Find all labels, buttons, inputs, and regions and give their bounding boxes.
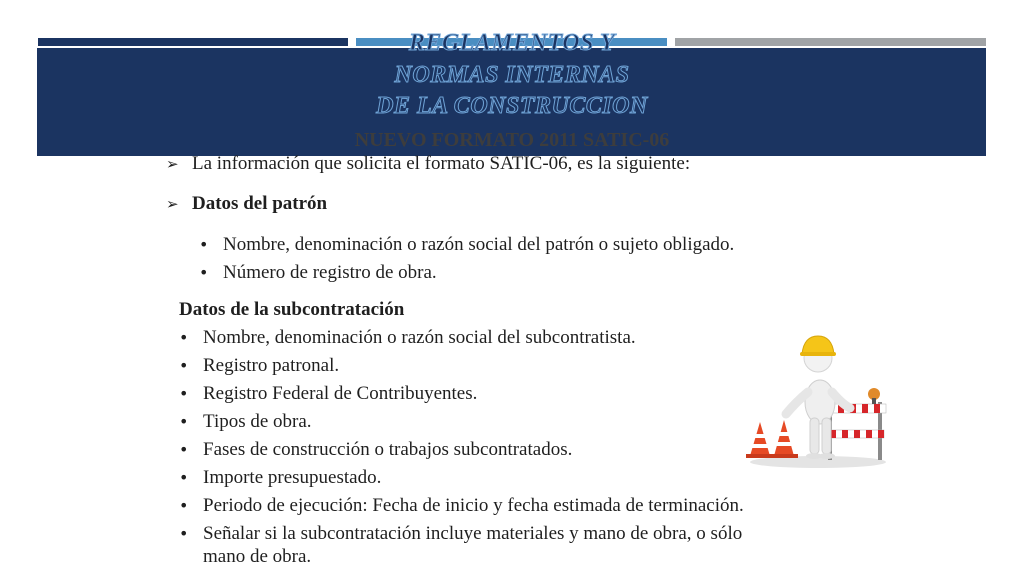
page-title-line3: DE LA CONSTRUCCION <box>376 93 648 119</box>
page-title-line1: REGLAMENTOS Y <box>408 30 616 56</box>
list-item <box>179 494 744 518</box>
bullet-dot-icon: • <box>199 235 209 254</box>
list-item-text: Periodo de ejecución: Fecha de inicio y fecha estimada de terminación. <box>203 495 744 516</box>
patron-heading-text: Datos del patrón <box>192 193 328 214</box>
arrow-bullet-icon: ➢ <box>166 155 179 173</box>
list-item-text: Número de registro de obra. <box>223 262 437 283</box>
bullet-dot-icon: • <box>179 384 189 403</box>
bullet-dot-icon: • <box>179 356 189 375</box>
arrow-bullet-icon: ➢ <box>166 195 179 213</box>
page-subtitle: NUEVO FORMATO 2011 SATIC-06 <box>354 129 670 151</box>
list-item <box>179 410 312 434</box>
bullet-dot-icon: • <box>179 440 189 459</box>
list-item-text: Nombre, denominación o razón social del patrón o sujeto obligado. <box>223 234 735 255</box>
list-item <box>179 326 636 350</box>
bullet-dot-icon: • <box>179 496 189 515</box>
list-item-text: Tipos de obra. <box>203 411 312 432</box>
bullet-dot-icon: • <box>179 468 189 487</box>
list-item-text: Señalar si la subcontratación incluye materiales y mano de obra, o sólo <box>203 523 743 544</box>
list-item-continuation: mano de obra. <box>203 546 312 567</box>
intro-text: La información que solicita el formato SATIC-06, es la siguiente: <box>192 153 691 174</box>
list-item-text: Nombre, denominación o razón social del subcontratista. <box>203 327 636 348</box>
list-item-text: Fases de construcción o trabajos subcontratados. <box>203 439 573 460</box>
bullet-dot-icon: • <box>179 412 189 431</box>
list-item <box>199 233 734 257</box>
list-item <box>179 522 742 546</box>
patron-heading <box>166 192 327 216</box>
construction-worker-illustration <box>738 322 898 470</box>
list-item-text: Registro Federal de Contribuyentes. <box>203 383 478 404</box>
bullet-dot-icon: • <box>179 524 189 543</box>
list-item <box>199 261 437 285</box>
list-item <box>179 438 572 462</box>
list-item <box>179 354 339 378</box>
bullet-dot-icon: • <box>179 328 189 347</box>
intro-line <box>166 152 690 176</box>
list-item <box>179 466 381 490</box>
page-title-line2: NORMAS INTERNAS <box>394 62 630 88</box>
list-item-text: Importe presupuestado. <box>203 467 382 488</box>
list-item-text: Registro patronal. <box>203 355 340 376</box>
bullet-dot-icon: • <box>199 263 209 282</box>
list-item <box>179 382 477 406</box>
subcontratacion-heading: Datos de la subcontratación <box>179 299 405 320</box>
